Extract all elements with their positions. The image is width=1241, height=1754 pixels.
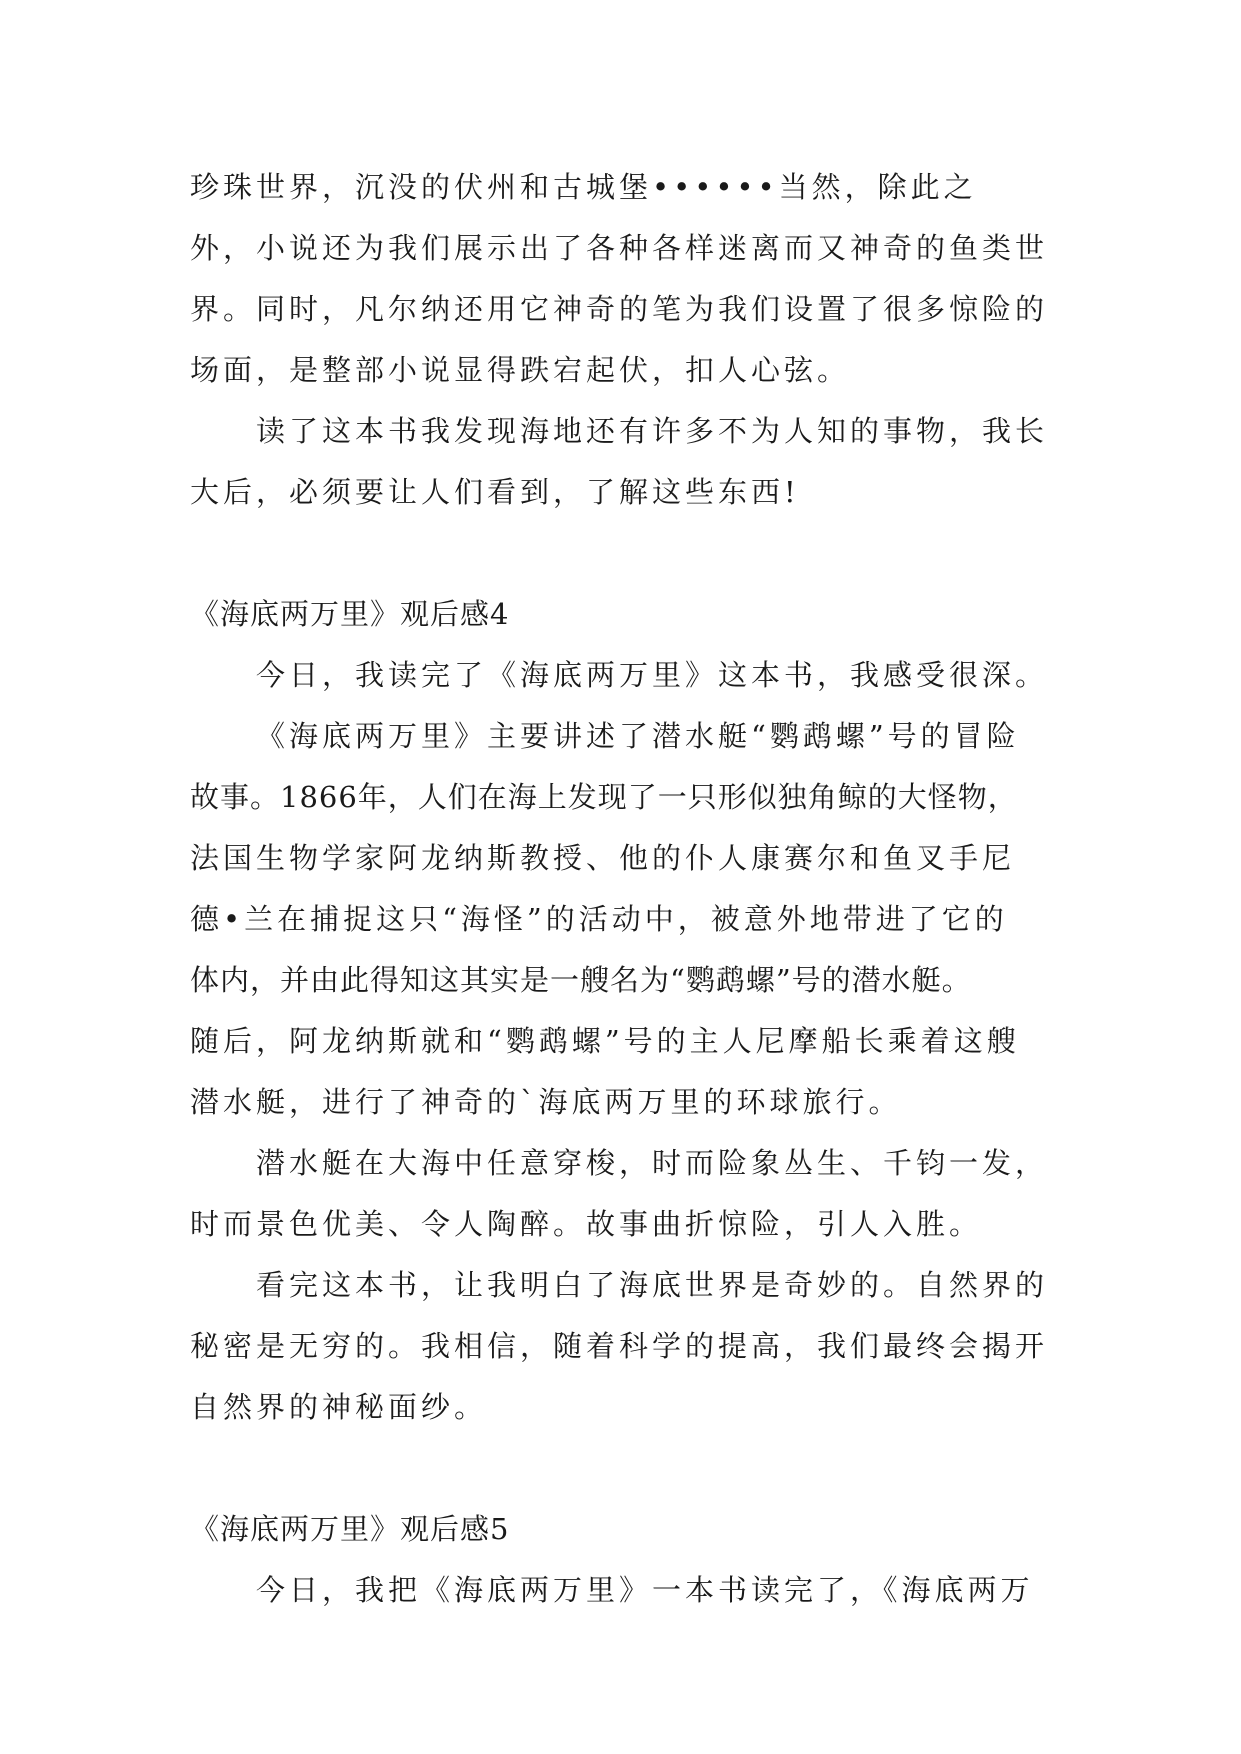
text-line: 外，小说还为我们展示出了各种各样迷离而又神奇的鱼类世 xyxy=(190,231,1049,265)
paragraph-gap xyxy=(190,1438,1054,1499)
text-line: 秘密是无穷的。我相信，随着科学的提高，我们最终会揭开 xyxy=(190,1329,1049,1363)
text-line: 故事。1866年，人们在海上发现了一只形似独角鲸的大怪物， xyxy=(190,780,1018,814)
text-line: 时而景色优美、令人陶醉。故事曲折惊险，引人入胜。 xyxy=(190,1207,983,1241)
text-line: 体内，并由此得知这其实是一艘名为“鹦鹉螺”号的潜水艇。 xyxy=(190,963,972,997)
document-body xyxy=(190,157,1054,1621)
text-line: 今日，我读完了《海底两万里》这本书，我感受很深。 xyxy=(256,658,1049,692)
text-line: 界。同时，凡尔纳还用它神奇的笔为我们设置了很多惊险的 xyxy=(190,292,1049,326)
text-line: 自然界的神秘面纱。 xyxy=(190,1390,488,1424)
text-line: 大后，必须要让人们看到，了解这些东西! xyxy=(190,475,800,509)
section-heading: 《海底两万里》观后感5 xyxy=(190,1512,510,1546)
text-line: 潜水艇在大海中任意穿梭，时而险象丛生、千钧一发， xyxy=(256,1146,1049,1180)
text-line: 潜水艇，进行了神奇的`海底两万里的环球旅行。 xyxy=(190,1085,902,1119)
text-line: 场面，是整部小说显得跌宕起伏，扣人心弦。 xyxy=(190,353,851,387)
text-line: 《海底两万里》主要讲述了潜水艇“鹦鹉螺”号的冒险 xyxy=(256,719,1020,753)
paragraph-gap xyxy=(190,523,1054,584)
text-line: 法国生物学家阿龙纳斯教授、他的仆人康赛尔和鱼叉手尼 xyxy=(190,841,1016,875)
text-line: 随后，阿龙纳斯就和“鹦鹉螺”号的主人尼摩船长乘着这艘 xyxy=(190,1024,1020,1058)
section-heading: 《海底两万里》观后感4 xyxy=(190,597,510,631)
text-line: 德•兰在捕捉这只“海怪”的活动中，被意外地带进了它的 xyxy=(190,902,1008,936)
text-line: 读了这本书我发现海地还有许多不为人知的事物，我长 xyxy=(256,414,1049,448)
text-line: 看完这本书，让我明白了海底世界是奇妙的。自然界的 xyxy=(256,1268,1049,1302)
text-line: 珍珠世界，沉没的伏州和古城堡••••••当然，除此之 xyxy=(190,170,977,204)
text-line: 今日，我把《海底两万里》一本书读完了，《海底两万 xyxy=(256,1573,1034,1607)
